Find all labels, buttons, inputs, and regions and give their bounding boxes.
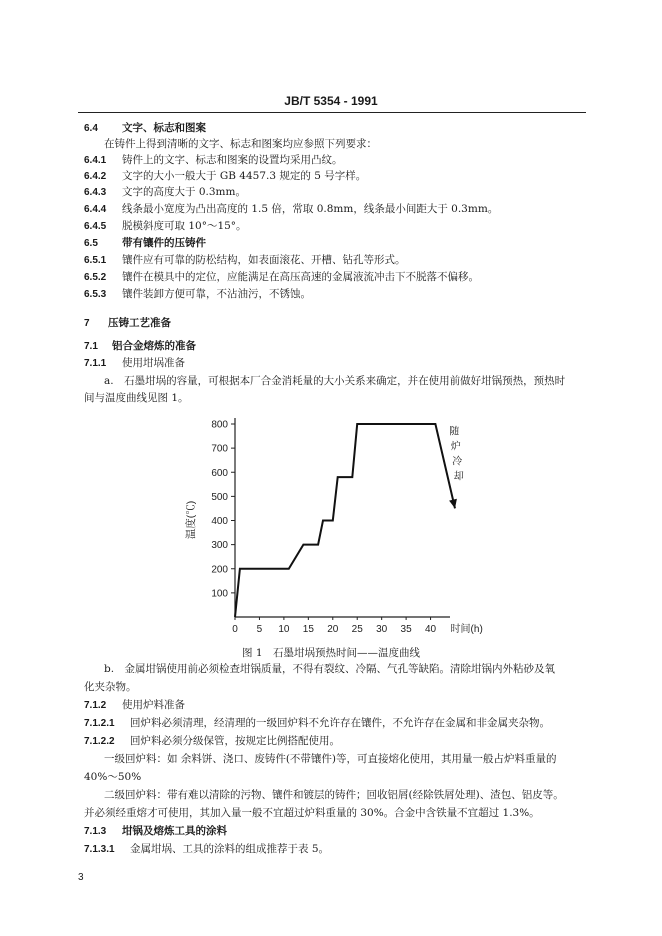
clause-7-1-3 <box>84 824 227 839</box>
clause-text: 回炉料必须分级保管，按规定比例搭配使用。 <box>130 735 340 747</box>
clause-number: 6.4.4 <box>84 204 107 215</box>
annotation-char: 冷 <box>452 456 463 468</box>
x-tick-label: 15 <box>302 624 314 635</box>
clause-text: 铸件上的文字、标志和图案的设置均采用凸纹。 <box>122 154 343 166</box>
x-axis-label: 时间(h) <box>450 624 483 635</box>
clause-text: 文字的高度大于 0.3mm。 <box>122 186 246 198</box>
x-tick-label: 10 <box>278 624 290 635</box>
figure-caption: 图 1 石墨坩埚预热时间——温度曲线 <box>241 647 421 659</box>
y-tick-label: 500 <box>211 491 228 503</box>
clause-text: 线条最小宽度为凸出高度的 1.5 倍，常取 0.8mm，线条最小间距大于 0.3mm。 <box>122 203 499 215</box>
y-tick-label: 400 <box>211 516 228 527</box>
y-tick-label: 100 <box>211 588 228 600</box>
clause-text: 坩锅及熔炼工具的涂料 <box>122 825 227 837</box>
clause-text: 使用坩埚准备 <box>122 357 185 369</box>
y-axis-label: 温度(℃) <box>185 500 197 540</box>
clause-number: 6.5.2 <box>84 272 107 283</box>
clause-7-1-3-1 <box>84 842 329 857</box>
clause-text: 镶件装卸方便可靠，不沾油污，不锈蚀。 <box>122 288 311 300</box>
clause-number: 6.4.3 <box>84 187 107 198</box>
clause-number: 7.1.2 <box>84 700 107 711</box>
grade1-line-1: 一级回炉料：如 余料饼、浇口、废铸件(不带镶件)等，可直接熔化使用，其用量一般占炉料重量的 <box>104 753 557 765</box>
x-tick-label: 20 <box>327 624 339 635</box>
arrow-head <box>449 499 457 509</box>
clause-number: 6.5.3 <box>84 289 107 300</box>
clause-text: 使用炉料准备 <box>122 699 185 711</box>
clause-text: 镶件在模具中的定位，应能满足在高压高速的金属液流冲击下不脱落不偏移。 <box>122 271 479 283</box>
clause-text: 镶件应有可靠的防松结构，如表面滚花、开槽、钻孔等形式。 <box>122 254 406 266</box>
paragraph: 在铸件上得到清晰的文字、标志和图案均应参照下列要求： <box>104 138 377 150</box>
annotation-char: 炉 <box>450 441 461 453</box>
clause-number: 7.1.1 <box>84 358 107 369</box>
x-tick-label: 30 <box>376 624 388 635</box>
section-title: 铝合金熔炼的准备 <box>112 340 196 352</box>
clause-7-1-2-2 <box>84 734 340 749</box>
section-title: 文字、标志和图案 <box>122 122 206 134</box>
clause-text: 金属坩埚、工具的涂料的组成推荐于表 5。 <box>130 843 330 855</box>
item-a-line-2: 间与温度曲线见图 1。 <box>84 392 189 404</box>
annotation-char: 却 <box>453 471 464 483</box>
item-b-line-1: b. 金属坩锅使用前必须检查坩锅质量，不得有裂纹、冷隔、气孔等缺陷。清除坩锅内外粘砂及氧 <box>104 663 556 675</box>
clause-text: 回炉料必须清理，经清理的一级回炉料不允许存在镶件，不允许存在金属和非金属夹杂物。 <box>130 717 550 729</box>
clause-number: 6.4.2 <box>84 171 107 182</box>
clause-number: 7.1.3 <box>84 826 107 837</box>
clause-text: 脱模斜度可取 10°～15°。 <box>122 220 247 232</box>
section-title: 带有镶件的压铸件 <box>122 237 206 249</box>
page-number: 3 <box>78 872 84 883</box>
section-number: 7 <box>84 318 90 329</box>
section-number: 6.5 <box>84 238 98 249</box>
annotation-char: 随 <box>449 426 460 438</box>
document-header: JB/T 5354 - 1991 <box>284 94 378 108</box>
clause-number: 7.1.2.2 <box>84 736 115 747</box>
clause-7-1-2-1 <box>84 716 550 731</box>
clause-7-1-2 <box>84 698 185 713</box>
y-tick-label: 200 <box>211 564 228 576</box>
grade2-line-2: 并必须经重熔才可使用，其加入量一般不宜超过炉料重量的 30%。合金中含铁量不宜超过 1.3%。 <box>84 807 540 819</box>
y-tick-label: 300 <box>211 540 228 552</box>
y-tick-label: 600 <box>211 467 228 479</box>
clause-number: 6.4.5 <box>84 221 107 232</box>
x-tick-label: 40 <box>424 624 437 635</box>
item-b-line-2: 化夹杂物。 <box>84 681 137 693</box>
section-number: 6.4 <box>84 123 98 134</box>
x-tick-label: 25 <box>351 624 363 635</box>
clause-text: 文字的大小一般大于 GB 4457.3 规定的 5 号字样。 <box>122 170 367 182</box>
section-title: 压铸工艺准备 <box>108 317 171 329</box>
y-tick-label: 700 <box>211 443 228 455</box>
clause-number: 7.1.2.1 <box>84 718 115 729</box>
grade1-line-2: 40%～50% <box>84 771 142 783</box>
x-tick-label: 5 <box>256 624 263 635</box>
item-a-line-1: a. 石墨坩埚的容量，可根据本厂合金消耗量的大小关系来确定，并在使用前做好坩锅预热，预热时 <box>104 375 566 387</box>
clause-number: 7.1.3.1 <box>84 844 115 855</box>
clause-number: 6.4.1 <box>84 155 107 166</box>
clause-number: 6.5.1 <box>84 255 107 266</box>
x-tick-label: 35 <box>400 624 412 635</box>
preheat-curve <box>235 424 455 617</box>
x-tick-label: 0 <box>232 624 238 635</box>
grade2-line-1: 二级回炉料：带有难以清除的污物、镶件和镀层的铸件；回收铝屑(经除铁屑处理)、渣包、铝皮等。 <box>104 789 564 801</box>
section-number: 7.1 <box>84 341 98 352</box>
y-tick-label: 800 <box>211 419 228 431</box>
